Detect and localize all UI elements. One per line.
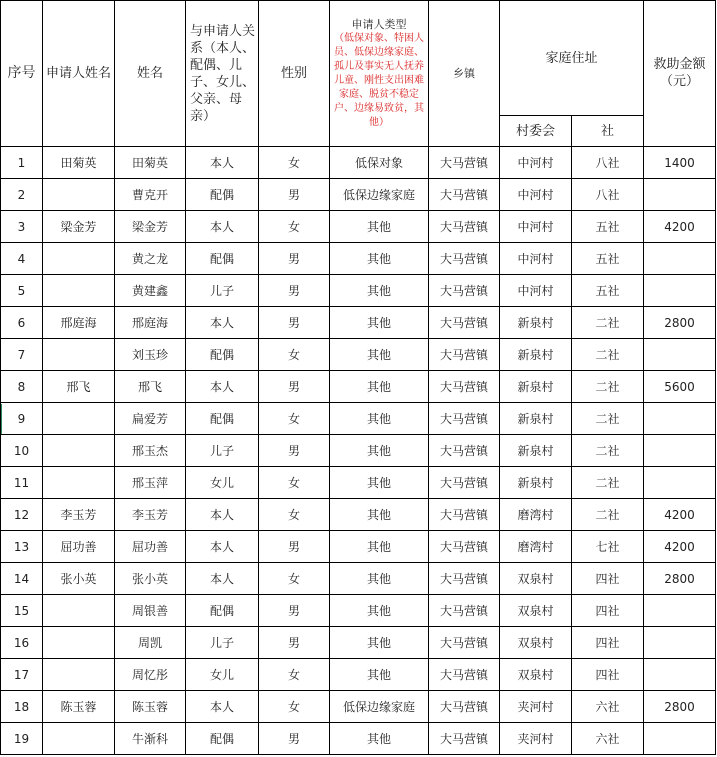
cell-amount: 2800 <box>644 563 716 595</box>
header-town: 乡镇 <box>429 1 500 147</box>
cell-town: 大马营镇 <box>429 435 500 467</box>
cell-town: 大马营镇 <box>429 531 500 563</box>
cell-amount <box>644 659 716 691</box>
header-she: 社 <box>572 116 644 147</box>
cell-type: 其他 <box>330 275 429 307</box>
cell-she: 二社 <box>572 307 644 339</box>
header-address: 家庭住址 <box>500 1 644 116</box>
cell-village: 夹河村 <box>500 691 572 723</box>
cell-she: 二社 <box>572 499 644 531</box>
header-name: 姓名 <box>115 1 186 147</box>
cell-relation: 儿子 <box>186 275 259 307</box>
cell-seq: 7 <box>1 339 43 371</box>
cell-town: 大马营镇 <box>429 467 500 499</box>
cell-seq: 5 <box>1 275 43 307</box>
cell-town: 大马营镇 <box>429 243 500 275</box>
header-applicant-name: 申请人姓名 <box>43 1 115 147</box>
cell-she: 二社 <box>572 435 644 467</box>
cell-she: 二社 <box>572 467 644 499</box>
table-row <box>1 627 716 659</box>
cell-village: 双泉村 <box>500 563 572 595</box>
cell-name: 周凯 <box>115 627 186 659</box>
cell-seq: 17 <box>1 659 43 691</box>
cell-type: 其他 <box>330 435 429 467</box>
cell-amount <box>644 339 716 371</box>
cell-gender: 女 <box>259 499 330 531</box>
header-type-title: 申请人类型 <box>351 17 407 31</box>
cell-applicant <box>43 595 115 627</box>
cell-name: 邢飞 <box>115 371 186 403</box>
cell-seq: 2 <box>1 179 43 211</box>
cell-town: 大马营镇 <box>429 499 500 531</box>
cell-applicant: 田菊英 <box>43 147 115 179</box>
table-row <box>1 435 716 467</box>
cell-amount: 4200 <box>644 211 716 243</box>
cell-applicant <box>43 659 115 691</box>
cell-relation: 女儿 <box>186 659 259 691</box>
cell-gender: 男 <box>259 723 330 755</box>
cell-type: 其他 <box>330 307 429 339</box>
cell-she: 四社 <box>572 563 644 595</box>
cell-town: 大马营镇 <box>429 691 500 723</box>
cell-applicant <box>43 339 115 371</box>
table-row <box>1 179 716 211</box>
cell-type: 其他 <box>330 595 429 627</box>
cell-type: 其他 <box>330 659 429 691</box>
cell-relation: 女儿 <box>186 467 259 499</box>
cell-name: 梁金芳 <box>115 211 186 243</box>
cell-she: 六社 <box>572 691 644 723</box>
cell-name: 李玉芳 <box>115 499 186 531</box>
cell-seq: 13 <box>1 531 43 563</box>
cell-seq: 14 <box>1 563 43 595</box>
cell-relation: 本人 <box>186 147 259 179</box>
cell-town: 大马营镇 <box>429 659 500 691</box>
cell-type: 其他 <box>330 531 429 563</box>
cell-type: 低保边缘家庭 <box>330 179 429 211</box>
cell-type: 其他 <box>330 467 429 499</box>
cell-type: 低保对象 <box>330 147 429 179</box>
table-row <box>1 691 716 723</box>
cell-seq: 10 <box>1 435 43 467</box>
cell-name: 屈功善 <box>115 531 186 563</box>
cell-relation: 配偶 <box>186 595 259 627</box>
cell-amount <box>644 275 716 307</box>
cell-she: 四社 <box>572 659 644 691</box>
cell-she: 五社 <box>572 243 644 275</box>
cell-applicant: 陈玉蓉 <box>43 691 115 723</box>
cell-village: 中河村 <box>500 275 572 307</box>
cell-applicant <box>43 179 115 211</box>
table-row <box>1 211 716 243</box>
cell-village: 新泉村 <box>500 467 572 499</box>
cell-seq: 12 <box>1 499 43 531</box>
cell-she: 四社 <box>572 595 644 627</box>
cell-town: 大马营镇 <box>429 339 500 371</box>
cell-type: 其他 <box>330 723 429 755</box>
table-row <box>1 307 716 339</box>
cell-relation: 本人 <box>186 371 259 403</box>
cell-gender: 男 <box>259 179 330 211</box>
cell-name: 刘玉珍 <box>115 339 186 371</box>
cell-seq: 19 <box>1 723 43 755</box>
cell-name: 黄之龙 <box>115 243 186 275</box>
cell-amount: 2800 <box>644 307 716 339</box>
table-row <box>1 499 716 531</box>
cell-town: 大马营镇 <box>429 147 500 179</box>
cell-gender: 男 <box>259 627 330 659</box>
cell-applicant <box>43 403 115 435</box>
cell-amount: 5600 <box>644 371 716 403</box>
cell-amount: 4200 <box>644 499 716 531</box>
cell-amount <box>644 243 716 275</box>
cell-she: 八社 <box>572 147 644 179</box>
cell-applicant: 李玉芳 <box>43 499 115 531</box>
header-amount: 救助金额（元） <box>644 1 716 147</box>
table-row <box>1 531 716 563</box>
cell-village: 中河村 <box>500 211 572 243</box>
table-row <box>1 403 716 435</box>
cell-applicant: 邢飞 <box>43 371 115 403</box>
cell-she: 四社 <box>572 627 644 659</box>
cell-applicant <box>43 243 115 275</box>
cell-town: 大马营镇 <box>429 371 500 403</box>
table-row <box>1 659 716 691</box>
cell-relation: 儿子 <box>186 627 259 659</box>
cell-type: 其他 <box>330 371 429 403</box>
header-seq: 序号 <box>1 1 43 147</box>
cell-type: 其他 <box>330 499 429 531</box>
cell-town: 大马营镇 <box>429 403 500 435</box>
cell-applicant: 邢庭海 <box>43 307 115 339</box>
cell-applicant: 张小英 <box>43 563 115 595</box>
cell-name: 曹克开 <box>115 179 186 211</box>
cell-amount: 4200 <box>644 531 716 563</box>
cell-type: 其他 <box>330 211 429 243</box>
table-row <box>1 275 716 307</box>
cell-gender: 女 <box>259 147 330 179</box>
cell-village: 新泉村 <box>500 339 572 371</box>
cell-relation: 配偶 <box>186 243 259 275</box>
cell-gender: 女 <box>259 563 330 595</box>
cell-village: 双泉村 <box>500 627 572 659</box>
cell-village: 双泉村 <box>500 595 572 627</box>
header-relation: 与申请人关系（本人、配偶、儿子、女儿、父亲、母亲） <box>186 1 259 147</box>
cell-applicant: 梁金芳 <box>43 211 115 243</box>
cell-village: 新泉村 <box>500 435 572 467</box>
table-row <box>1 595 716 627</box>
cell-applicant <box>43 723 115 755</box>
cell-village: 磨湾村 <box>500 499 572 531</box>
cell-relation: 本人 <box>186 531 259 563</box>
cell-she: 八社 <box>572 179 644 211</box>
cell-relation: 本人 <box>186 307 259 339</box>
cell-she: 二社 <box>572 403 644 435</box>
cell-relation: 本人 <box>186 211 259 243</box>
table-row <box>1 563 716 595</box>
cell-amount: 1400 <box>644 147 716 179</box>
cell-seq: 15 <box>1 595 43 627</box>
cell-town: 大马营镇 <box>429 595 500 627</box>
cell-gender: 女 <box>259 339 330 371</box>
cell-applicant <box>43 275 115 307</box>
cell-relation: 配偶 <box>186 179 259 211</box>
cell-village: 新泉村 <box>500 307 572 339</box>
cell-gender: 男 <box>259 435 330 467</box>
cell-amount <box>644 723 716 755</box>
table-row <box>1 147 716 179</box>
cell-she: 五社 <box>572 275 644 307</box>
header-gender: 性别 <box>259 1 330 147</box>
cell-name: 黄建鑫 <box>115 275 186 307</box>
cell-village: 新泉村 <box>500 403 572 435</box>
cell-type: 低保边缘家庭 <box>330 691 429 723</box>
cell-name: 扁爱芳 <box>115 403 186 435</box>
cell-village: 中河村 <box>500 243 572 275</box>
cell-village: 中河村 <box>500 179 572 211</box>
cell-town: 大马营镇 <box>429 211 500 243</box>
header-applicant-type <box>330 1 429 147</box>
header-village: 村委会 <box>500 116 572 147</box>
cell-name: 周银善 <box>115 595 186 627</box>
cell-seq: 4 <box>1 243 43 275</box>
cell-gender: 男 <box>259 595 330 627</box>
cell-seq: 16 <box>1 627 43 659</box>
cell-seq: 6 <box>1 307 43 339</box>
cell-town: 大马营镇 <box>429 563 500 595</box>
cell-relation: 本人 <box>186 691 259 723</box>
table-row <box>1 371 716 403</box>
cell-name: 邢庭海 <box>115 307 186 339</box>
cell-relation: 本人 <box>186 499 259 531</box>
cell-gender: 男 <box>259 307 330 339</box>
cell-applicant: 屈功善 <box>43 531 115 563</box>
cell-she: 六社 <box>572 723 644 755</box>
cell-name: 周忆彤 <box>115 659 186 691</box>
cell-amount <box>644 403 716 435</box>
cell-village: 中河村 <box>500 147 572 179</box>
cell-amount <box>644 435 716 467</box>
cell-seq: 9 <box>1 403 43 435</box>
cell-relation: 配偶 <box>186 339 259 371</box>
cell-seq: 11 <box>1 467 43 499</box>
cell-seq: 8 <box>1 371 43 403</box>
table-row <box>1 243 716 275</box>
cell-name: 陈玉蓉 <box>115 691 186 723</box>
cell-name: 田菊英 <box>115 147 186 179</box>
cell-gender: 女 <box>259 659 330 691</box>
cell-applicant <box>43 467 115 499</box>
cell-village: 双泉村 <box>500 659 572 691</box>
cell-type: 其他 <box>330 563 429 595</box>
cell-town: 大马营镇 <box>429 275 500 307</box>
cell-she: 七社 <box>572 531 644 563</box>
cell-gender: 男 <box>259 243 330 275</box>
cell-seq: 18 <box>1 691 43 723</box>
cell-type: 其他 <box>330 243 429 275</box>
cell-name: 邢玉杰 <box>115 435 186 467</box>
cell-relation: 配偶 <box>186 403 259 435</box>
cell-gender: 女 <box>259 467 330 499</box>
table-row <box>1 467 716 499</box>
cell-village: 夹河村 <box>500 723 572 755</box>
cell-gender: 男 <box>259 371 330 403</box>
cell-she: 二社 <box>572 371 644 403</box>
cell-name: 张小英 <box>115 563 186 595</box>
cell-amount <box>644 627 716 659</box>
header-type-note: （低保对象、特困人员、低保边缘家庭、孤儿及事实无人抚养儿童、刚性支出困难家庭、脱贫不稳定户、边缘易致贫，其他） <box>334 32 424 128</box>
cell-applicant <box>43 627 115 659</box>
cell-amount: 2800 <box>644 691 716 723</box>
cell-town: 大马营镇 <box>429 627 500 659</box>
cell-amount <box>644 467 716 499</box>
cell-gender: 女 <box>259 211 330 243</box>
cell-name: 牛渐科 <box>115 723 186 755</box>
cell-type: 其他 <box>330 339 429 371</box>
cell-village: 磨湾村 <box>500 531 572 563</box>
cell-she: 二社 <box>572 339 644 371</box>
cell-applicant <box>43 435 115 467</box>
cell-town: 大马营镇 <box>429 179 500 211</box>
table-row <box>1 339 716 371</box>
cell-town: 大马营镇 <box>429 307 500 339</box>
table-row <box>1 723 716 755</box>
cell-seq: 3 <box>1 211 43 243</box>
cell-name: 邢玉萍 <box>115 467 186 499</box>
cell-amount <box>644 179 716 211</box>
cell-type: 其他 <box>330 403 429 435</box>
cell-gender: 女 <box>259 691 330 723</box>
cell-town: 大马营镇 <box>429 723 500 755</box>
cell-village: 新泉村 <box>500 371 572 403</box>
cell-she: 五社 <box>572 211 644 243</box>
cell-relation: 儿子 <box>186 435 259 467</box>
cell-gender: 男 <box>259 275 330 307</box>
cell-type: 其他 <box>330 627 429 659</box>
cell-relation: 本人 <box>186 563 259 595</box>
cell-seq: 1 <box>1 147 43 179</box>
cell-relation: 配偶 <box>186 723 259 755</box>
cell-amount <box>644 595 716 627</box>
cell-gender: 男 <box>259 531 330 563</box>
cell-gender: 女 <box>259 403 330 435</box>
